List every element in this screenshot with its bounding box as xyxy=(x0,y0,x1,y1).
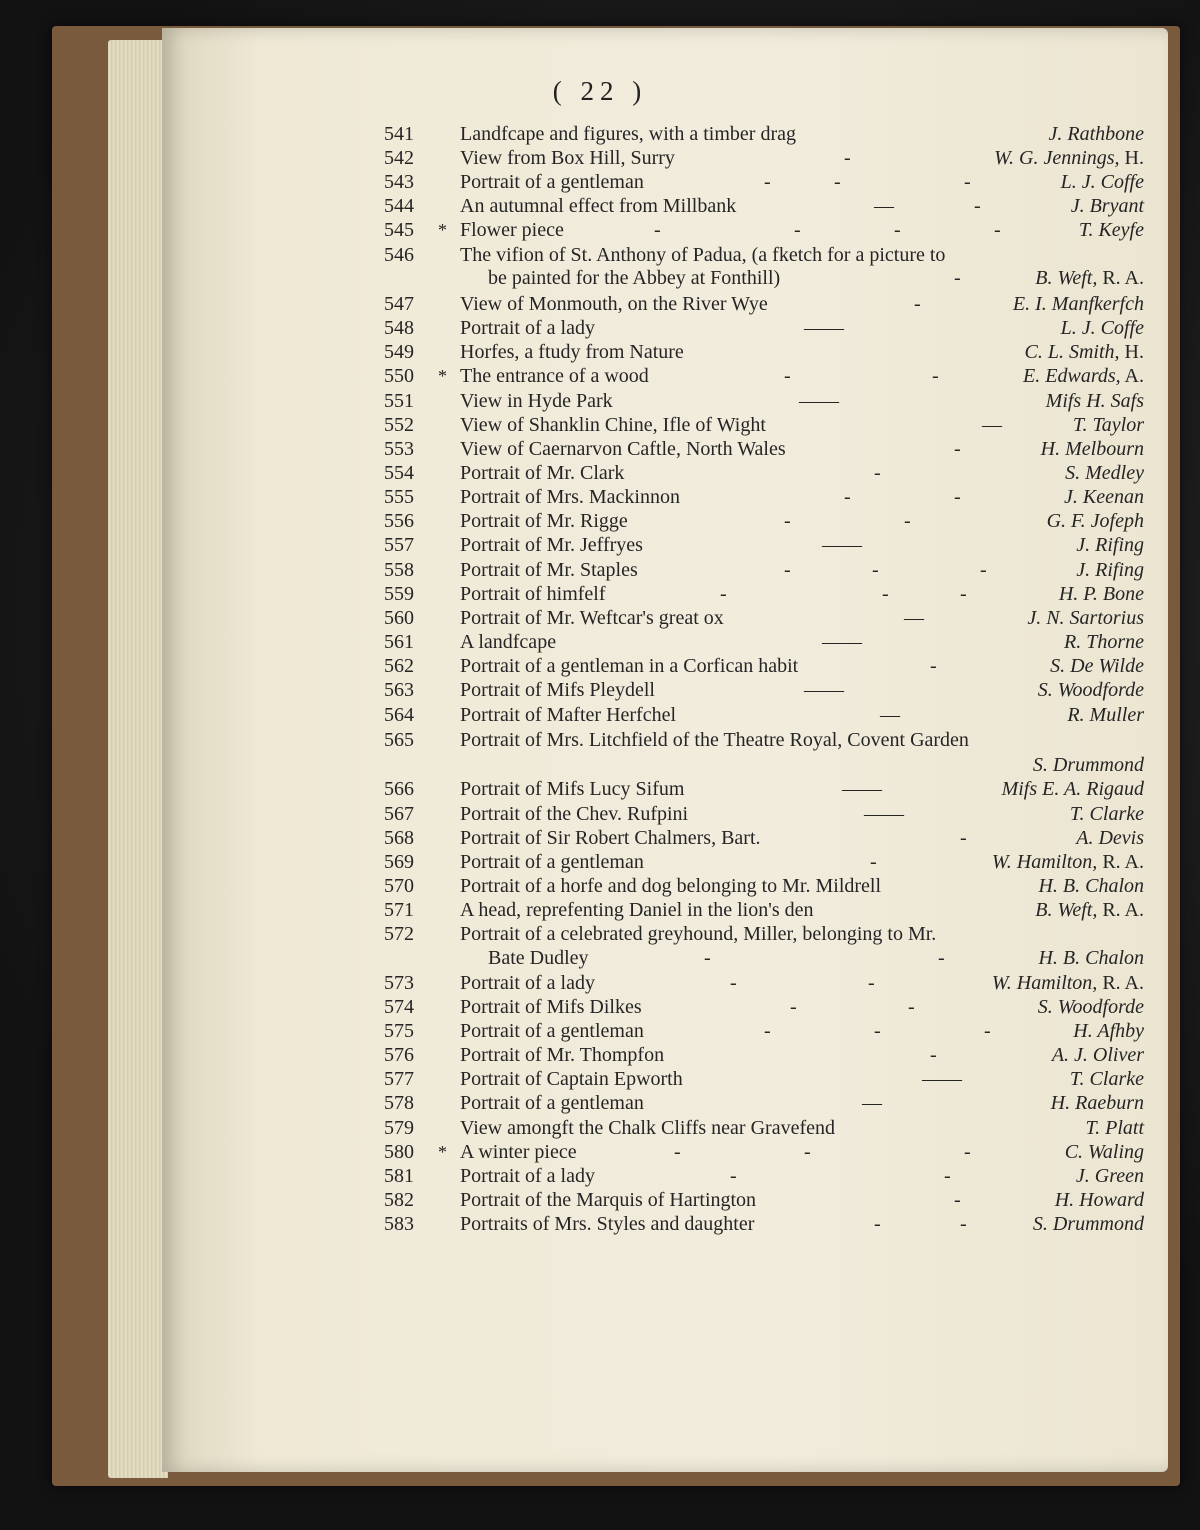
entry-dash: —— xyxy=(864,803,904,825)
artist-name: H. Howard xyxy=(1054,1189,1144,1211)
entry-number: 563 xyxy=(384,679,414,701)
entry-dash: - xyxy=(930,655,937,677)
entry-title: Portrait of Mr. Clark xyxy=(460,462,625,484)
entry-title: Portrait of a lady xyxy=(460,317,595,339)
entry-artist xyxy=(1035,266,1144,290)
entry-dash: - xyxy=(764,171,771,193)
artist-name: E. I. Manfkerfch xyxy=(1012,293,1144,315)
entry-number: 572 xyxy=(384,923,414,945)
entry-number: 582 xyxy=(384,1189,414,1211)
page-number: ( 22 ) xyxy=(552,76,648,106)
entry-dash: — xyxy=(880,704,900,726)
entry-number: 581 xyxy=(384,1165,414,1187)
artist-name: A. Devis xyxy=(1076,827,1144,849)
entry-number: 567 xyxy=(384,803,414,825)
catalogue-entry xyxy=(384,802,1160,826)
artist-name: J. Keenan xyxy=(1064,486,1144,508)
entry-number: 541 xyxy=(384,123,414,145)
entry-dash: - xyxy=(964,1141,971,1163)
catalogue-entry xyxy=(384,922,1160,946)
entry-artist xyxy=(1064,485,1144,509)
entry-title: Portrait of Mifs Lucy Sifum xyxy=(460,778,685,800)
entry-number: 558 xyxy=(384,559,414,581)
entry-number: 545 xyxy=(384,219,414,241)
catalogue-entry xyxy=(384,678,1160,702)
entry-artist xyxy=(1059,582,1144,606)
artist-name: C. L. Smith, xyxy=(1024,341,1120,363)
entry-dash: - xyxy=(872,559,879,581)
entry-number: 548 xyxy=(384,317,414,339)
catalogue-entry xyxy=(384,898,1160,922)
entry-dash: - xyxy=(944,1165,951,1187)
entry-title: View from Box Hill, Surry xyxy=(460,147,675,169)
entry-dash: - xyxy=(960,827,967,849)
entry-artist xyxy=(1035,898,1144,922)
entry-title: The entrance of a wood xyxy=(460,365,649,387)
catalogue-entry xyxy=(384,1043,1160,1067)
catalogue-entry xyxy=(384,266,1160,290)
entry-artist xyxy=(1076,1164,1144,1188)
entry-artist xyxy=(1033,1212,1144,1236)
catalogue-entry xyxy=(384,995,1160,1019)
entry-artist xyxy=(1047,509,1144,533)
entry-number: 557 xyxy=(384,534,414,556)
entry-dash: - xyxy=(904,510,911,532)
entry-artist xyxy=(1061,170,1144,194)
entry-title: Portrait of a gentleman xyxy=(460,1020,644,1042)
entry-title: Portrait of a gentleman in a Corfican habit xyxy=(460,655,799,677)
catalogue-entry xyxy=(384,1116,1160,1140)
artist-name: J. Rifing xyxy=(1076,534,1144,556)
entry-artist xyxy=(1070,802,1144,826)
entry-artist xyxy=(1050,654,1144,678)
catalogue-entry xyxy=(384,364,1160,388)
entry-title: A landfcape xyxy=(460,631,557,653)
entry-title: View amongft the Chalk Cliffs near Gravefend xyxy=(460,1117,835,1139)
entry-dash: - xyxy=(930,1044,937,1066)
entry-title: Portrait of Mafter Herfchel xyxy=(460,704,677,726)
entry-title: Portrait of Mr. Weftcar's great ox xyxy=(460,607,724,629)
entry-dash: - xyxy=(794,219,801,241)
entry-title: Portrait of a gentleman xyxy=(460,1092,644,1114)
entry-number: 574 xyxy=(384,996,414,1018)
entry-title: A winter piece xyxy=(460,1141,577,1163)
entry-title: The vifion of St. Anthony of Padua, (a fketch for a picture to xyxy=(460,244,946,266)
entry-title: View of Shanklin Chine, Ifle of Wight xyxy=(460,414,766,436)
artist-name: C. Waling xyxy=(1064,1141,1144,1163)
entry-number: 575 xyxy=(384,1020,414,1042)
entry-title: Portrait of Mrs. Litchfield of the Theatre Royal, Covent Garden xyxy=(460,729,969,751)
entry-dash: - xyxy=(954,486,961,508)
entry-dash: — xyxy=(874,195,894,217)
catalogue-entry xyxy=(384,753,1160,777)
catalogue-entry xyxy=(384,218,1160,242)
entry-marker: * xyxy=(438,366,447,386)
artist-name: S. De Wilde xyxy=(1050,655,1144,677)
entry-title: Portrait of the Marquis of Hartington xyxy=(460,1189,757,1211)
artist-honour: A. xyxy=(1120,365,1144,387)
artist-name: H. B. Chalon xyxy=(1038,875,1144,897)
entry-dash: - xyxy=(882,583,889,605)
entry-artist xyxy=(992,850,1144,874)
catalogue-entry xyxy=(384,1212,1160,1236)
entry-artist xyxy=(1065,1140,1144,1164)
entry-title: Portrait of a celebrated greyhound, Miller, belonging to Mr. xyxy=(460,923,937,945)
entry-dash: —— xyxy=(799,390,839,412)
entry-artist xyxy=(1067,703,1144,727)
artist-name: W. Hamilton, xyxy=(991,851,1098,873)
entry-artist xyxy=(1033,753,1144,777)
entry-number: 559 xyxy=(384,583,414,605)
page-edges xyxy=(108,40,168,1478)
entry-title: Portrait of a gentleman xyxy=(460,851,644,873)
entry-dash: - xyxy=(994,219,1001,241)
entry-number: 550 xyxy=(384,365,414,387)
entry-dash: - xyxy=(844,486,851,508)
artist-honour: R. A. xyxy=(1097,267,1144,289)
catalogue-entry xyxy=(384,122,1160,146)
entry-number: 571 xyxy=(384,899,414,921)
catalogue-entry xyxy=(384,533,1160,557)
entry-number: 578 xyxy=(384,1092,414,1114)
entry-number: 551 xyxy=(384,390,414,412)
artist-name: L. J. Coffe xyxy=(1060,317,1144,339)
entry-dash: - xyxy=(720,583,727,605)
artist-name: J. Green xyxy=(1075,1165,1144,1187)
entry-title: An autumnal effect from Millbank xyxy=(460,195,737,217)
entry-dash: - xyxy=(868,972,875,994)
entry-title: Portrait of the Chev. Rufpini xyxy=(460,803,689,825)
entry-artist xyxy=(992,971,1144,995)
entry-title: Portrait of himfelf xyxy=(460,583,606,605)
entry-dash: - xyxy=(654,219,661,241)
entry-number: 573 xyxy=(384,972,414,994)
entry-number: 544 xyxy=(384,195,414,217)
entry-dash: - xyxy=(784,559,791,581)
entry-dash: —— xyxy=(922,1068,962,1090)
entry-artist xyxy=(1064,630,1144,654)
entry-artist xyxy=(1002,777,1144,801)
entry-dash: - xyxy=(764,1020,771,1042)
entry-title: View of Monmouth, on the River Wye xyxy=(460,293,768,315)
entry-artist xyxy=(1071,194,1144,218)
catalogue-entry xyxy=(384,146,1160,170)
entry-title: Portrait of a gentleman xyxy=(460,171,644,193)
artist-name: W. Hamilton, xyxy=(991,972,1098,994)
catalogue-entry xyxy=(384,461,1160,485)
artist-honour: R. A. xyxy=(1097,972,1144,994)
entry-artist xyxy=(1085,1116,1144,1140)
entry-artist xyxy=(1027,606,1144,630)
entry-artist xyxy=(1048,122,1144,146)
artist-name: H. B. Chalon xyxy=(1038,947,1144,969)
entry-number: 553 xyxy=(384,438,414,460)
catalogue-entry xyxy=(384,728,1160,752)
entry-dash: - xyxy=(870,851,877,873)
entry-title: Portrait of Mrs. Mackinnon xyxy=(460,486,680,508)
entry-dash: —— xyxy=(804,317,844,339)
entry-dash: —— xyxy=(822,631,862,653)
entry-artist xyxy=(994,146,1144,170)
entry-number: 555 xyxy=(384,486,414,508)
entry-title: Portrait of Mr. Jeffryes xyxy=(460,534,643,556)
entry-dash: — xyxy=(982,414,1002,436)
artist-name: H. Melbourn xyxy=(1040,438,1144,460)
entry-dash: - xyxy=(954,438,961,460)
catalogue-entry xyxy=(384,243,1160,267)
catalogue-entry xyxy=(384,654,1160,678)
entry-dash: - xyxy=(954,267,961,289)
catalogue-entry xyxy=(384,1164,1160,1188)
artist-name: W. G. Jennings, xyxy=(994,147,1120,169)
artist-name: T. Platt xyxy=(1085,1117,1144,1139)
entry-dash: — xyxy=(904,607,924,629)
artist-name: R. Thorne xyxy=(1064,631,1144,653)
entry-number: 554 xyxy=(384,462,414,484)
entry-dash: - xyxy=(874,462,881,484)
catalogue-entry xyxy=(384,777,1160,801)
catalogue-entry xyxy=(384,874,1160,898)
entry-dash: - xyxy=(844,147,851,169)
artist-name: S. Woodforde xyxy=(1037,996,1144,1018)
entry-number: 556 xyxy=(384,510,414,532)
artist-name: A. J. Oliver xyxy=(1051,1044,1144,1066)
artist-name: S. Medley xyxy=(1065,462,1144,484)
entry-title: Portrait of Mr. Thompfon xyxy=(460,1044,665,1066)
entry-title: Portrait of Sir Robert Chalmers, Bart. xyxy=(460,827,761,849)
catalogue-entry xyxy=(384,1019,1160,1043)
entry-dash: - xyxy=(834,171,841,193)
catalogue-entry xyxy=(384,485,1160,509)
artist-name: Mifs H. Safs xyxy=(1045,390,1144,412)
artist-name: H. Raeburn xyxy=(1050,1092,1144,1114)
entry-dash: - xyxy=(960,583,967,605)
entry-title: Portrait of a lady xyxy=(460,972,595,994)
entry-title: A head, reprefenting Daniel in the lion's den xyxy=(460,899,814,921)
entry-number: 542 xyxy=(384,147,414,169)
artist-name: J. Rathbone xyxy=(1048,123,1144,145)
catalogue-entry xyxy=(384,703,1160,727)
entry-artist xyxy=(1073,1019,1144,1043)
catalogue-entry xyxy=(384,850,1160,874)
entry-artist xyxy=(1055,1188,1144,1212)
entry-number: 546 xyxy=(384,244,414,266)
entry-dash: —— xyxy=(842,778,882,800)
artist-name: Mifs E. A. Rigaud xyxy=(1001,778,1144,800)
entry-artist xyxy=(1038,995,1144,1019)
artist-name: T. Taylor xyxy=(1072,414,1144,436)
entry-artist xyxy=(1076,826,1144,850)
entry-artist xyxy=(1070,1067,1144,1091)
entry-dash: - xyxy=(894,219,901,241)
entry-title: be painted for the Abbey at Fonthill) xyxy=(488,267,781,289)
entry-number: 560 xyxy=(384,607,414,629)
artist-honour: H. xyxy=(1119,341,1144,363)
catalogue-entry xyxy=(384,413,1160,437)
entry-title: Portrait of Mifs Dilkes xyxy=(460,996,642,1018)
entry-title: Portraits of Mrs. Styles and daughter xyxy=(460,1213,755,1235)
entry-number: 569 xyxy=(384,851,414,873)
entry-title: Landfcape and figures, with a timber drag xyxy=(460,123,796,145)
entry-dash: - xyxy=(984,1020,991,1042)
entry-artist xyxy=(1038,946,1144,970)
entry-dash: - xyxy=(704,947,711,969)
entry-dash: - xyxy=(784,510,791,532)
entry-artist xyxy=(1065,461,1144,485)
artist-name: T. Keyfe xyxy=(1078,219,1144,241)
catalogue-entry xyxy=(384,558,1160,582)
entry-number: 568 xyxy=(384,827,414,849)
artist-honour: H. xyxy=(1119,147,1144,169)
entry-dash: - xyxy=(804,1141,811,1163)
catalogue-entry xyxy=(384,340,1160,364)
entry-artist xyxy=(1079,218,1144,242)
entry-dash: - xyxy=(790,996,797,1018)
artist-name: S. Drummond xyxy=(1032,1213,1144,1235)
artist-name: H. Afhby xyxy=(1073,1020,1144,1042)
entry-dash: - xyxy=(980,559,987,581)
entry-title: View of Caernarvon Caftle, North Wales xyxy=(460,438,786,460)
entry-number: 566 xyxy=(384,778,414,800)
entry-number: 543 xyxy=(384,171,414,193)
entry-artist xyxy=(1051,1091,1144,1115)
entry-artist xyxy=(1041,437,1144,461)
entry-dash: - xyxy=(874,1020,881,1042)
entry-number: 576 xyxy=(384,1044,414,1066)
artist-name: B. Weft, xyxy=(1035,267,1098,289)
entry-dash: - xyxy=(938,947,945,969)
artist-name: S. Drummond xyxy=(1032,754,1144,776)
entry-title: Flower piece xyxy=(460,219,564,241)
entry-number: 549 xyxy=(384,341,414,363)
entry-artist xyxy=(1052,1043,1144,1067)
entry-title: Portrait of Mr. Rigge xyxy=(460,510,628,532)
entry-dash: - xyxy=(974,195,981,217)
entry-dash: - xyxy=(954,1189,961,1211)
entry-title: Portrait of Mr. Staples xyxy=(460,559,638,581)
entry-artist xyxy=(1061,316,1144,340)
artist-name: T. Clarke xyxy=(1069,1068,1144,1090)
entry-number: 565 xyxy=(384,729,414,751)
entry-dash: —— xyxy=(822,534,862,556)
entry-dash: - xyxy=(908,996,915,1018)
artist-name: J. N. Sartorius xyxy=(1027,607,1144,629)
artist-name: E. Edwards, xyxy=(1023,365,1121,387)
catalogue-entry xyxy=(384,946,1160,970)
entry-artist xyxy=(1073,413,1144,437)
artist-honour: R. A. xyxy=(1097,899,1144,921)
entry-artist xyxy=(1076,558,1144,582)
entry-artist xyxy=(1076,533,1144,557)
catalogue-entry xyxy=(384,1091,1160,1115)
entry-artist xyxy=(1023,364,1144,388)
entry-number: 564 xyxy=(384,704,414,726)
catalogue-entry xyxy=(384,437,1160,461)
entry-artist xyxy=(1013,292,1144,316)
entry-number: 579 xyxy=(384,1117,414,1139)
catalogue-entry xyxy=(384,1188,1160,1212)
entry-dash: - xyxy=(964,171,971,193)
catalogue-entry xyxy=(384,1140,1160,1164)
entry-marker: * xyxy=(438,220,447,240)
entry-dash: - xyxy=(960,1213,967,1235)
artist-name: B. Weft, xyxy=(1035,899,1098,921)
entry-dash: —— xyxy=(804,679,844,701)
entry-number: 577 xyxy=(384,1068,414,1090)
artist-name: T. Clarke xyxy=(1069,803,1144,825)
catalogue-entry xyxy=(384,316,1160,340)
entry-dash: - xyxy=(730,1165,737,1187)
artist-honour: R. A. xyxy=(1097,851,1144,873)
entry-dash: - xyxy=(730,972,737,994)
artist-name: J. Rifing xyxy=(1076,559,1144,581)
entry-number: 561 xyxy=(384,631,414,653)
entry-number: 583 xyxy=(384,1213,414,1235)
artist-name: G. F. Jofeph xyxy=(1046,510,1144,532)
entry-dash: — xyxy=(862,1092,882,1114)
entry-artist xyxy=(1046,389,1144,413)
entry-dash: - xyxy=(674,1141,681,1163)
entry-title: Portrait of Mifs Pleydell xyxy=(460,679,655,701)
entry-title: Portrait of a horfe and dog belonging to Mr. Mildrell xyxy=(460,875,882,897)
entry-title: Horfes, a ftudy from Nature xyxy=(460,341,684,363)
catalogue-entry xyxy=(384,509,1160,533)
catalogue-entry xyxy=(384,194,1160,218)
artist-name: L. J. Coffe xyxy=(1060,171,1144,193)
catalogue-entry xyxy=(384,971,1160,995)
entry-number: 570 xyxy=(384,875,414,897)
entry-number: 562 xyxy=(384,655,414,677)
entry-dash: - xyxy=(914,293,921,315)
artist-name: H. P. Bone xyxy=(1058,583,1144,605)
catalogue-entry xyxy=(384,582,1160,606)
entry-artist xyxy=(1038,874,1144,898)
catalogue-entry xyxy=(384,606,1160,630)
entry-dash: - xyxy=(874,1213,881,1235)
entry-title: Portrait of Captain Epworth xyxy=(460,1068,683,1090)
entry-number: 580 xyxy=(384,1141,414,1163)
catalogue-entry xyxy=(384,292,1160,316)
catalogue-entry xyxy=(384,170,1160,194)
artist-name: J. Bryant xyxy=(1070,195,1144,217)
catalogue-entry xyxy=(384,826,1160,850)
catalogue-entry xyxy=(384,389,1160,413)
entry-artist xyxy=(1038,678,1144,702)
entry-number: 552 xyxy=(384,414,414,436)
entry-number: 547 xyxy=(384,293,414,315)
entry-title: Portrait of a lady xyxy=(460,1165,595,1187)
entry-title: View in Hyde Park xyxy=(460,390,613,412)
entry-title: Bate Dudley xyxy=(488,947,589,969)
entry-dash: - xyxy=(784,365,791,387)
artist-name: S. Woodforde xyxy=(1037,679,1144,701)
entry-marker: * xyxy=(438,1142,447,1162)
entry-dash: - xyxy=(932,365,939,387)
catalogue-entry xyxy=(384,630,1160,654)
entry-artist xyxy=(1025,340,1144,364)
artist-name: R. Muller xyxy=(1067,704,1144,726)
catalogue-entry xyxy=(384,1067,1160,1091)
